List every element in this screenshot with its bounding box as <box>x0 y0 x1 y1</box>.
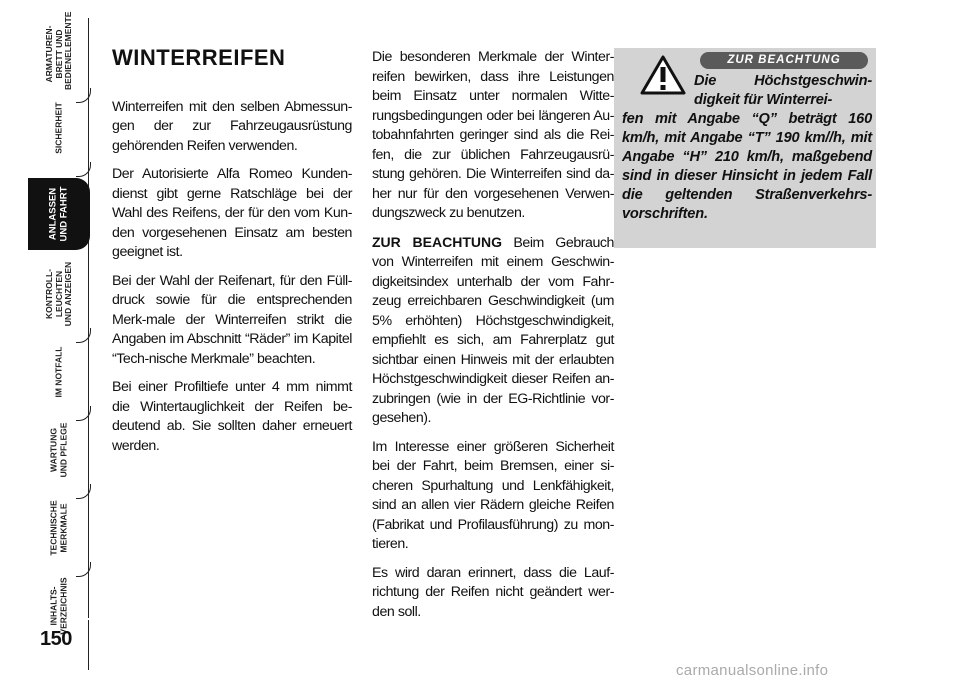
tab-label: ARMATUREN- BRETT UND BEDIENELEMENTE <box>43 11 73 90</box>
tab-kontrollleuchten[interactable] <box>28 258 90 330</box>
tab-anlassen-und-fahrt[interactable] <box>28 178 90 250</box>
column-middle <box>372 48 614 631</box>
warning-body: fen mit Angabe “Q” beträgt 160 km/h, mit Angabe “T” 190 km//h, mit Angabe “H” 210 km/h, maßgebend sind in dieser Hinsicht in jedem Fall die geltenden Straßenverkehrs-vorschriften. <box>622 111 872 222</box>
paragraph: Bei der Wahl der Reifenart, für den Füll-druck sowie für die entsprechenden Merk-male der Winterreifen strikt die Angaben im Abschnitt “Räder” im Kapitel “Tech-nische Merkmale” beachten. <box>112 272 352 367</box>
note-text: Beim Gebrauch von Winterreifen mit einem Geschwin-digkeitsindex unterhalb der vom Fahr-zeug erreichbaren Geschwindigkeit (um 5% erhöhten) Höchstgeschwindigkeit, empfiehlt es sich, am Fahrerplatz gut sichtbar einen Hinweis mit der erlaubten Höchstgeschwindigkeit dieser Reifen an-zubringen (wie in der EG-Richtlinie vor-gesehen). <box>372 234 614 426</box>
tab-wartung-und-pflege[interactable] <box>28 414 90 486</box>
tab-label: KONTROLL- LEUCHTEN UND ANZEIGEN <box>43 261 73 327</box>
tab-label: SICHERHEIT <box>53 102 64 154</box>
note-label: ZUR BEACHTUNG <box>372 233 502 250</box>
tab-technische-merkmale[interactable] <box>28 492 90 564</box>
column-left <box>112 45 352 465</box>
warning-text <box>622 72 872 224</box>
tab-label: WARTUNG UND PFLEGE <box>48 422 68 478</box>
tab-label: IM NOTFALL <box>53 346 64 398</box>
tab-armaturenbrett[interactable] <box>28 11 90 90</box>
tab-label: TECHNISCHE MERKMALE <box>48 500 68 556</box>
paragraph: Bei einer Profiltiefe unter 4 mm nimmt die Wintertauglichkeit der Reifen be-deutend ab. Sie sollten daher erneuert werden. <box>112 379 352 454</box>
page-number: 150 <box>40 628 72 650</box>
watermark: carmanualsonline.info <box>676 662 829 679</box>
paragraph: Es wird daran erinnert, dass die Lauf-richtung der Reifen nicht geändert wer-den soll. <box>372 564 614 620</box>
tab-sicherheit[interactable] <box>28 92 90 164</box>
paragraph: Der Autorisierte Alfa Romeo Kunden-dienst gibt gerne Ratschläge bei der Wahl des Reifens, der für den vom Kun-den vorgesehenen Einsatz am besten geeignet ist. <box>112 166 352 260</box>
section-heading: WINTERREIFEN <box>112 45 286 70</box>
tab-im-notfall[interactable] <box>28 336 90 408</box>
chapter-nav <box>28 11 90 635</box>
paragraph: Im Interesse einer größeren Sicherheit bei der Fahrt, beim Bremsen, einer si-cheren Spurhaltung und Lenkfähigkeit, sind an allen vier Rädern gleiche Reifen (Fabrikat und Profilausführung) zu mon-tieren. <box>372 438 614 552</box>
paragraph: Die besonderen Merkmale der Winter-reifen bewirken, dass ihre Leistungen beim Einsatz unter normalen Witte-rungsbedingungen oder bei längeren Au-tobahnfahrten geringer sind als die Rei-fen, die zur üblichen Fahrzeugausrü-stung gehören. Die Winterreifen sind da-her nur für den vorgesehenen Verwen-dungszweck zu benutzen. <box>372 49 614 221</box>
warning-badge: ZUR BEACHTUNG <box>700 52 868 69</box>
warning-lead: Die Höchstgeschwin-digkeit für Winterrei- <box>694 73 872 108</box>
footer-line <box>88 620 89 670</box>
tab-label: ANLASSEN UND FAHRT <box>47 186 69 242</box>
tab-label: INHALTS- VERZEICHNIS <box>48 577 68 635</box>
paragraph: Winterreifen mit den selben Abmessun-gen der zur Fahrzeugausrüstung gehörenden Reifen verwenden. <box>112 98 352 154</box>
note-paragraph <box>372 233 614 429</box>
